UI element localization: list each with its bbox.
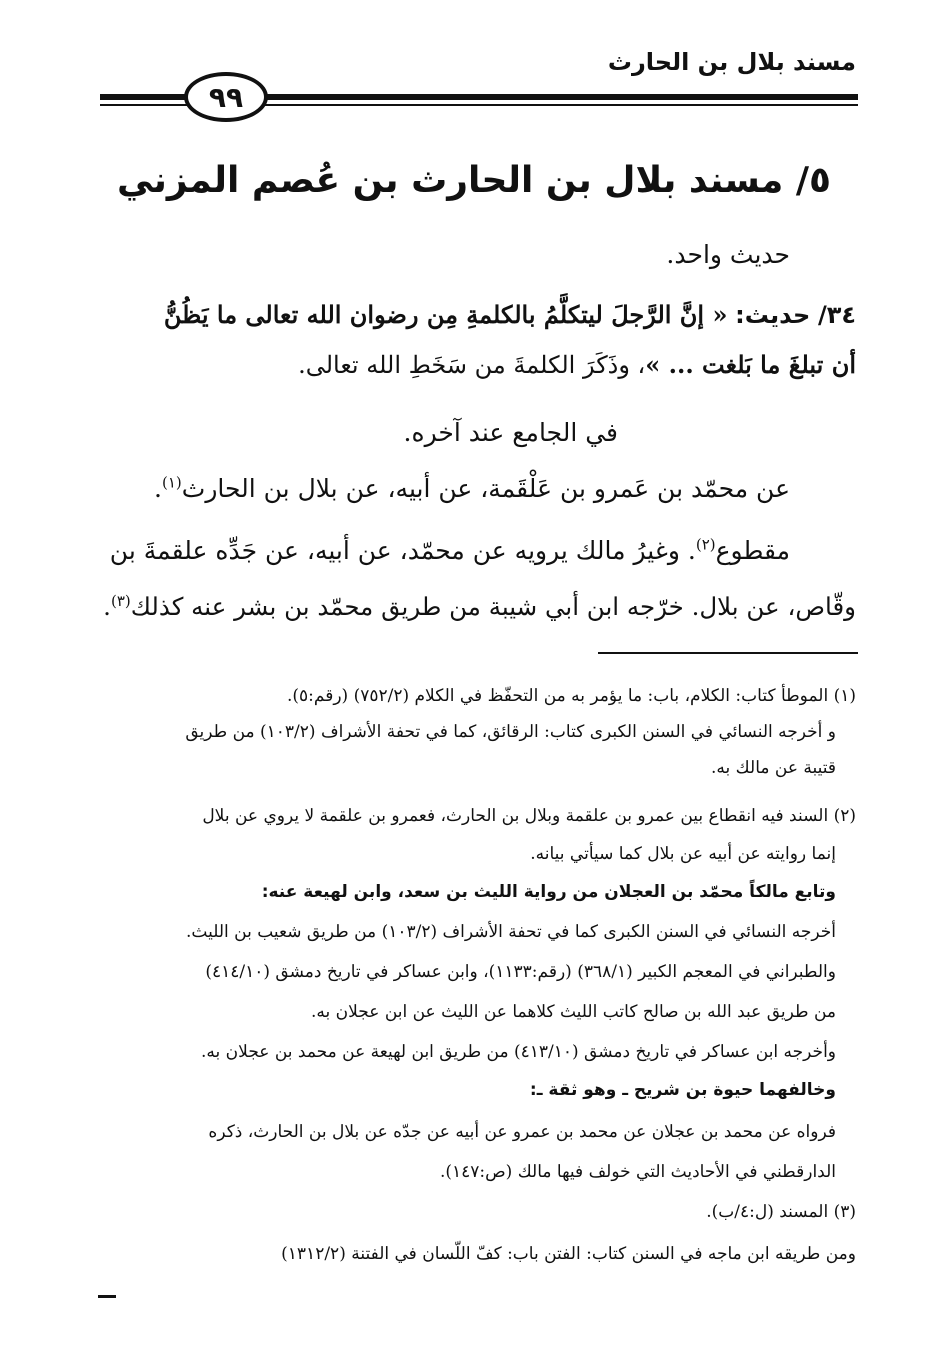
footnote-2-line-8: وخالفهما حيوة بن شريح ـ وهو ثقة ـ: [529, 1080, 836, 1100]
footnote-ref-3: (٣) [110, 591, 131, 610]
hadith-text-2: أن تبلغَ ما بَلغت ... » [645, 350, 856, 379]
bottom-mark [98, 1295, 116, 1298]
isnad-text: عن محمّد بن عَمرو بن عَلْقَمة، عن أبيه، عن بلال بن الحارث [181, 474, 790, 503]
hadith-text-2-rest: ، وذَكَرَ الكلمةَ من سَخَطِ الله تعالى. [298, 351, 646, 379]
hadith-text-1: « إنَّ الرَّجلَ ليتكلَّمُ بالكلمةِ مِن رضوان الله تعالى ما يَظُنُّ [163, 300, 728, 329]
footnote-2-line-6: من طريق عبد الله بن صالح كاتب الليث كلاهما عن الليث عن ابن عجلان به. [311, 1002, 836, 1022]
footnote-3-line-1: (٣) المسند (ل:٤/ب). [706, 1202, 856, 1222]
intro-line: حديث واحد. [666, 240, 790, 269]
waqqas-text: وقّاص، عن بلال. خرّجه ابن أبي شيبة من طريق محمّد بن بشر عنه كذلك [130, 592, 856, 621]
maqtu-line [110, 536, 790, 565]
hadith-keyword: حديث: [735, 301, 811, 329]
footnote-2-line-10: الدارقطني في الأحاديث التي خولف فيها مالك (ص:١٤٧). [439, 1162, 836, 1182]
footnote-1-line-2: و أخرجه النسائي في السنن الكبرى كتاب: الرقائق، كما في تحفة الأشراف (١٠٣/٢) من طريق [185, 722, 836, 742]
footnote-3-line-2: ومن طريقه ابن ماجه في السنن كتاب: الفتن باب: كفّ اللّسان في الفتنة (١٣١٢/٢) [281, 1244, 856, 1264]
maqtu-rest: . وغيرُ مالك يرويه عن محمّد، عن أبيه، عن جَدِّه علقمةَ بن [109, 536, 696, 565]
footnote-ref-1: (١) [162, 473, 182, 492]
isnad-line [154, 474, 790, 503]
footnote-ref-2: (٢) [695, 535, 716, 554]
hadith-number: ٣٤/ [817, 301, 856, 329]
footnote-2-line-3: وتابع مالكاً محمّد بن العجلان من رواية الليث بن سعد، وابن لهيعة عنه: [261, 882, 836, 902]
footnote-2-line-4: أخرجه النسائي في السنن الكبرى كما في تحفة الأشراف (١٠٣/٢) من طريق شعيب بن الليث. [185, 922, 836, 942]
chapter-title: ٥/ مسند بلال بن الحارث بن عُصم المزني [116, 160, 832, 201]
footnote-2-line-2: إنما روايته عن أبيه عن بلال كما سيأتي بيانه. [530, 844, 836, 864]
running-head: مسند بلال بن الحارث [607, 48, 856, 76]
waqqas-end: . [103, 592, 111, 621]
isnad-end: . [154, 474, 162, 503]
footnote-separator [598, 652, 858, 654]
footnote-2-line-9: فرواه عن محمد بن عجلان عن محمد بن عمرو عن أبيه عن جدّه عن بلال بن الحارث، ذكره [208, 1122, 836, 1142]
footnote-2-line-1: (٢) السند فيه انقطاع بين عمرو بن علقمة وبلال بن الحارث، فعمرو بن علقمة لا يروي عن بلال [202, 806, 856, 826]
footnote-1-line-3: قتيبة عن مالك به. [711, 758, 836, 778]
footnote-2-line-7: وأخرجه ابن عساكر في تاريخ دمشق (٤١٣/١٠) من طريق ابن لهيعة عن محمد بن عجلان به. [201, 1042, 836, 1062]
footnote-1-line-1: (١) الموطأ كتاب: الكلام، باب: ما يؤمر به من التحفّظ في الكلام (٧٥٢/٢) (رقم:٥). [286, 686, 856, 706]
page-number: ٩٩ [184, 72, 268, 122]
maqtu-text: مقطوع [715, 536, 790, 565]
hadith-line-2 [298, 350, 856, 379]
footnote-2-line-5: والطبراني في المعجم الكبير (٣٦٨/١) (رقم:١١٣٣)، وابن عساكر في تاريخ دمشق (٤١٤/١٠) [205, 962, 836, 982]
location-line: في الجامع عند آخره. [403, 418, 618, 447]
hadith-line-1 [98, 300, 856, 329]
waqqas-line [103, 592, 856, 621]
